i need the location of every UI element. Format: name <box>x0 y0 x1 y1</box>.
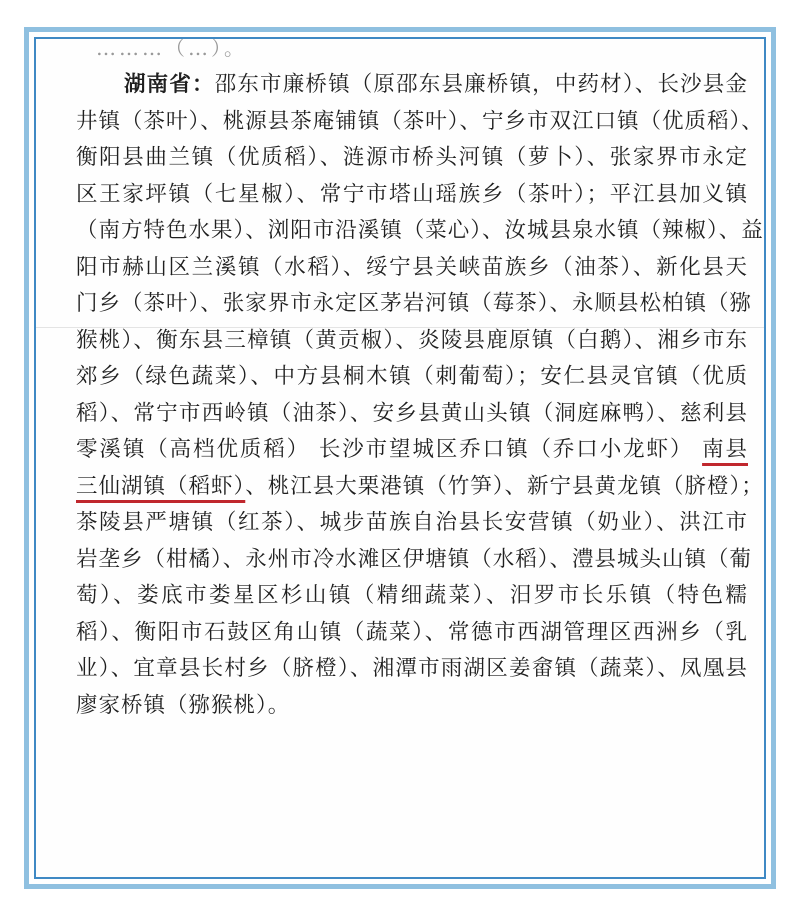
text-line-9: 郊乡（绿色蔬菜）、中方县桐木镇（刺葡萄）；安仁县灵官镇（优质 <box>76 364 748 389</box>
document-inner-frame <box>34 37 766 879</box>
text-line-8: 猴桃）、衡东县三樟镇（黄贡椒）、炎陵县鹿原镇（白鹅）、湘乡市东 <box>76 327 748 353</box>
text-line-4: 区王家坪镇（七星椒）、常宁市塔山瑶族乡（茶叶）；平江县加义镇 <box>76 181 748 207</box>
text-line-15: 萄）、娄底市娄星区杉山镇（精细蔬菜）、汨罗市长乐镇（特色糯 <box>76 583 748 608</box>
text-line-12-content: 、桃江县大栗港镇（竹笋）、新宁县黄龙镇（脐橙）； <box>245 473 764 499</box>
text-line-13: 茶陵县严塘镇（红茶）、城步苗族自治县长安营镇（奶业）、洪江市 <box>76 510 748 535</box>
text-line-14: 岩垄乡（柑橘）、永州市冷水滩区伊塘镇（水稻）、澧县城头山镇（葡 <box>76 546 753 572</box>
province-label: 湖南省： <box>124 72 215 97</box>
text-line-1-content: 邵东市廉桥镇（原邵东县廉桥镇，中药材）、长沙县金 <box>214 72 748 97</box>
document-outer-frame <box>24 27 776 889</box>
text-line-12 <box>76 469 764 506</box>
text-line-7: 门乡（茶叶）、张家界市永定区茅岩河镇（莓茶）、永顺县松柏镇（猕 <box>76 291 753 316</box>
text-line-11-content: 零溪镇（高档优质稻） 长沙市望城区乔口镇（乔口小龙虾） <box>76 437 703 462</box>
text-line-17: 业）、宜章县长村乡（脐橙）、湘潭市雨湖区姜畲镇（蔬菜）、凤凰县 <box>76 656 748 681</box>
text-line-18: 廖家桥镇（猕猴桃）。 <box>76 692 291 718</box>
text-line-11 <box>76 432 748 469</box>
top-cut-fragment: ………（…）。 <box>96 37 247 60</box>
text-line-10: 稻）、常宁市西岭镇（油茶）、安乡县黄山头镇（洞庭麻鸭）、慈利县 <box>76 400 748 426</box>
highlighted-text-a: 南县 <box>702 437 748 462</box>
text-line-1 <box>76 67 748 104</box>
text-line-3: 衡阳县曲兰镇（优质稻）、涟源市桥头河镇（萝卜）、张家界市永定 <box>76 145 748 170</box>
highlighted-text-b: 三仙湖镇（稻虾） <box>76 473 246 499</box>
document-body <box>76 67 764 724</box>
text-line-16: 稻）、衡阳市石鼓区角山镇（蔬菜）、常德市西湖管理区西洲乡（乳 <box>76 619 748 645</box>
text-line-2: 井镇（茶叶）、桃源县茶庵铺镇（茶叶）、宁乡市双江口镇（优质稻）、 <box>76 108 764 134</box>
text-line-6: 阳市赫山区兰溪镇（水稻）、绥宁县关峡苗族乡（油茶）、新化县天 <box>76 254 748 280</box>
text-line-5: （南方特色水果）、浏阳市沿溪镇（菜心）、汝城县泉水镇（辣椒）、益 <box>76 218 764 243</box>
